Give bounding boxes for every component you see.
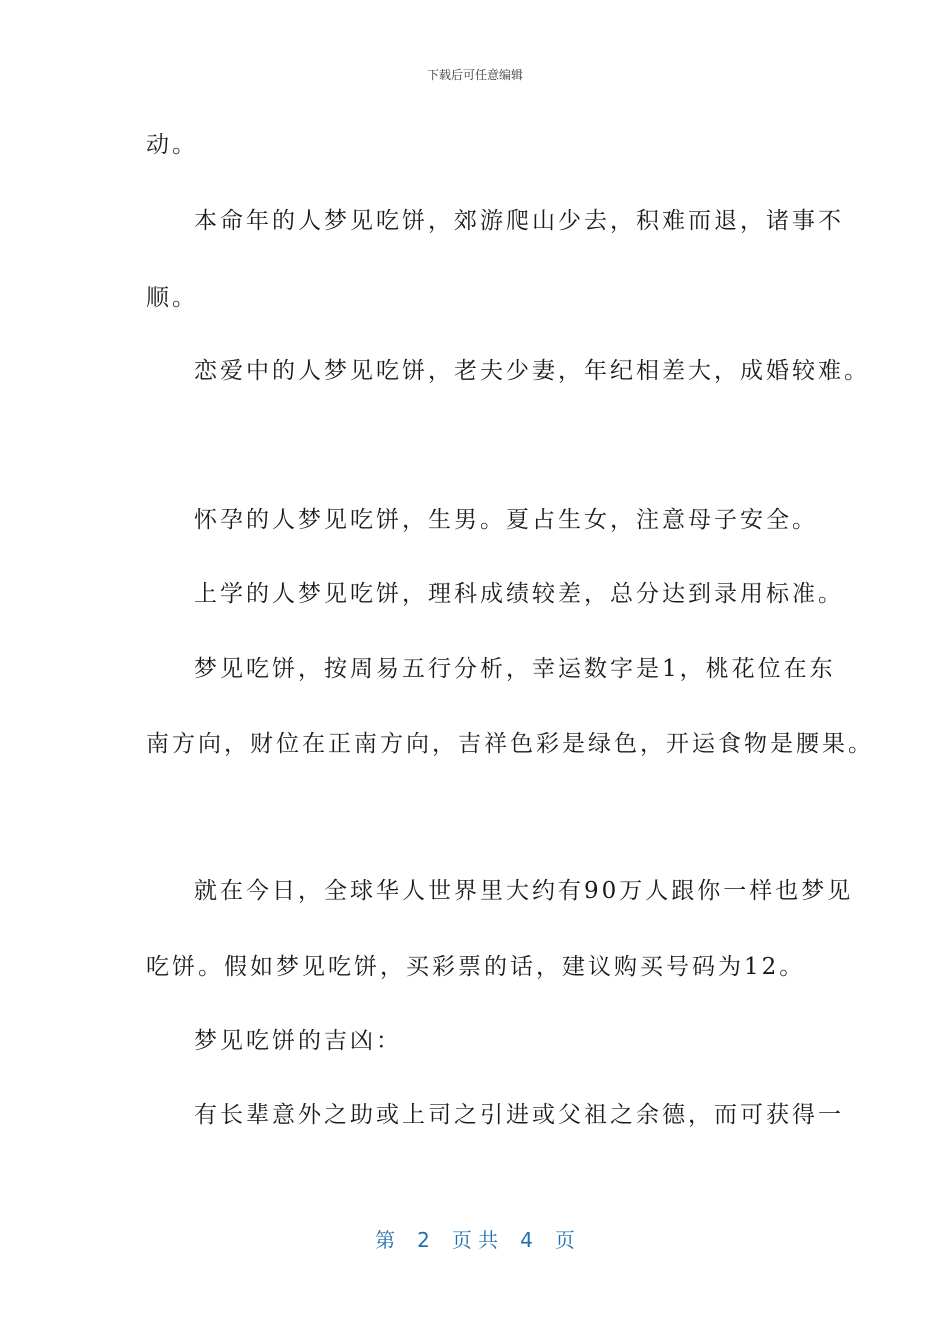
paragraph-line: 本命年的人梦见吃饼，郊游爬山少去，积难而退，诸事不 <box>194 208 844 234</box>
paragraph-line: 顺。 <box>146 285 198 311</box>
paragraph-line: 有长辈意外之助或上司之引进或父祖之余德，而可获得一 <box>194 1102 844 1128</box>
page-header: 下载后可任意编辑 <box>426 68 523 82</box>
paragraph-line: 怀孕的人梦见吃饼，生男。夏占生女，注意母子安全。 <box>194 507 818 533</box>
footer-middle: 页 共 <box>451 1228 499 1252</box>
paragraph-line: 动。 <box>146 132 198 158</box>
footer-suffix: 页 <box>554 1228 575 1252</box>
paragraph-line: 上学的人梦见吃饼，理科成绩较差，总分达到录用标准。 <box>194 581 844 607</box>
paragraph-line: 梦见吃饼，按周易五行分析，幸运数字是1，桃花位在东 <box>194 656 836 682</box>
paragraph-line: 吃饼。假如梦见吃饼，买彩票的话，建议购买号码为12。 <box>146 954 806 980</box>
total-pages-number: 4 <box>520 1228 533 1252</box>
current-page-number: 2 <box>417 1228 430 1252</box>
paragraph-line: 南方向，财位在正南方向，吉祥色彩是绿色，开运食物是腰果。 <box>146 731 874 757</box>
footer-prefix: 第 <box>375 1228 396 1252</box>
paragraph-line: 梦见吃饼的吉凶： <box>194 1028 402 1054</box>
page-footer <box>0 1224 950 1253</box>
paragraph-line: 就在今日，全球华人世界里大约有90万人跟你一样也梦见 <box>194 878 854 904</box>
paragraph-line: 恋爱中的人梦见吃饼，老夫少妻，年纪相差大，成婚较难。 <box>194 358 870 384</box>
